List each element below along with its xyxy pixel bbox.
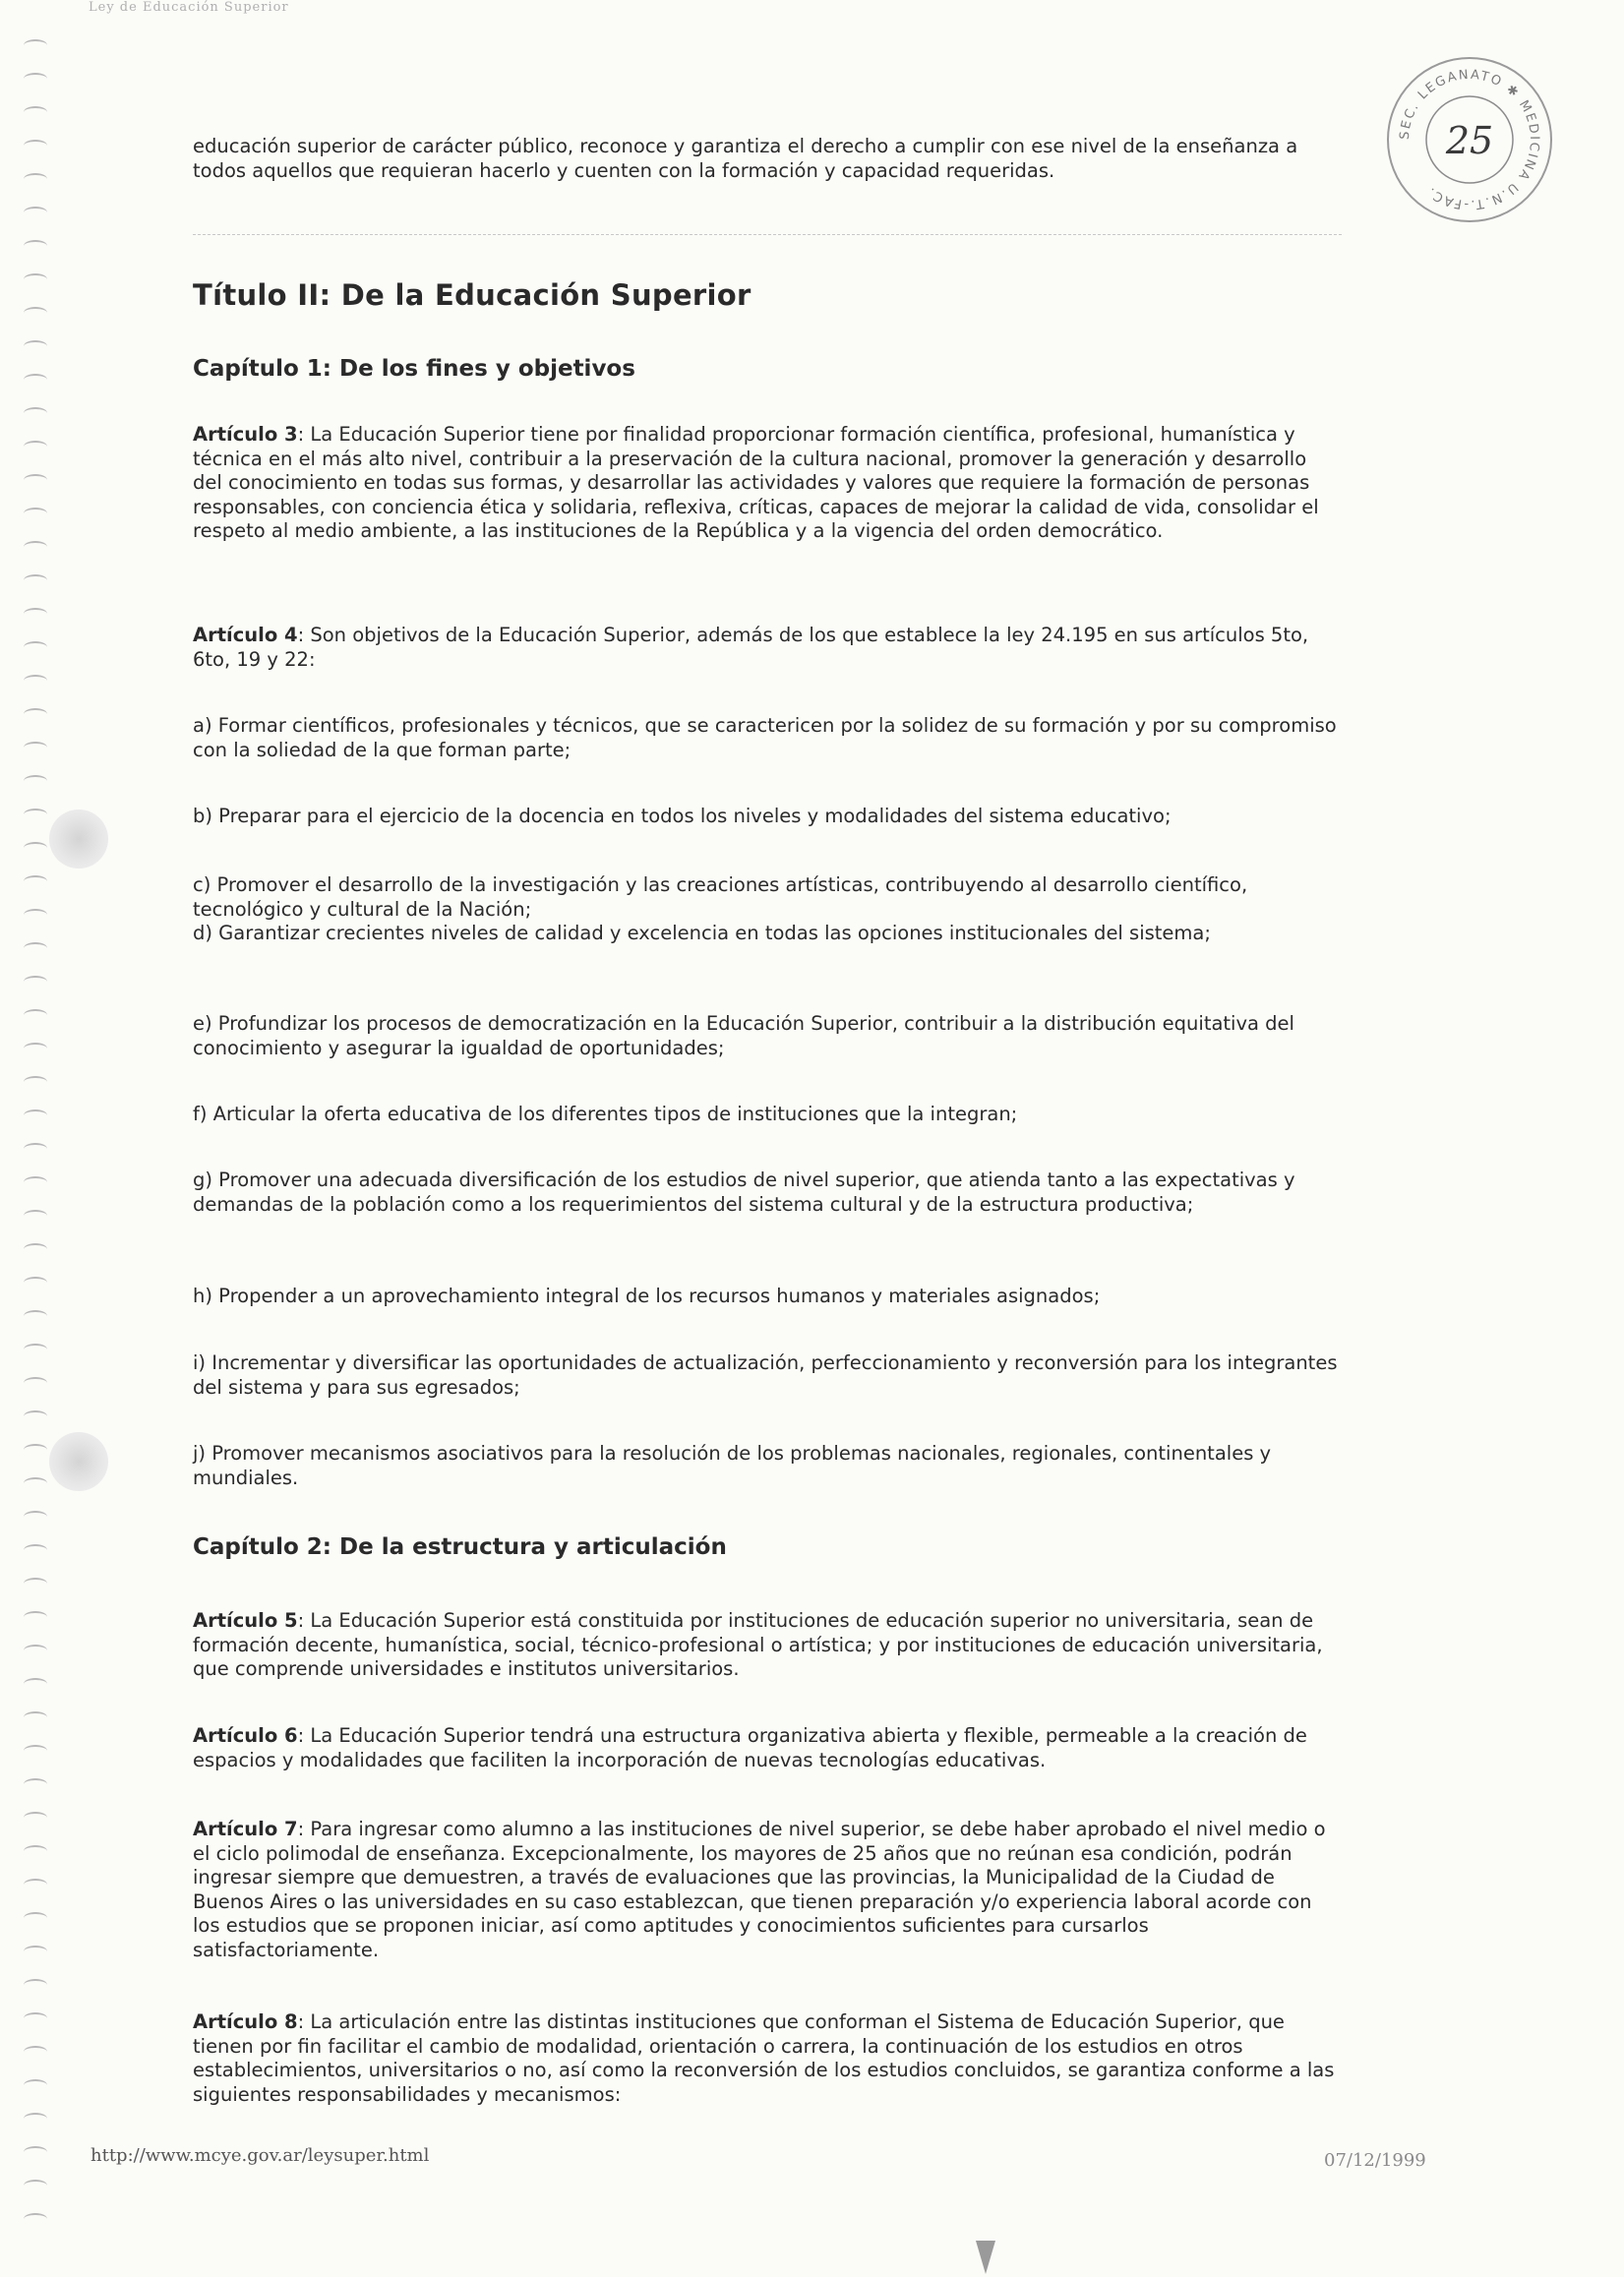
binder-mark [24, 1678, 47, 1690]
article-3-label: Artículo 3 [193, 423, 298, 446]
chapter-1-heading: Capítulo 1: De los fines y objetivos [193, 356, 635, 382]
article-8 [193, 2010, 1339, 2107]
article-3 [193, 423, 1339, 544]
item-d: d) Garantizar crecientes niveles de calidad y excelencia en todas las opciones institucionales del sistema; [193, 922, 1211, 944]
article-8-label: Artículo 8 [193, 2010, 298, 2033]
binder-mark [24, 1043, 47, 1054]
article-7-label: Artículo 7 [193, 1818, 298, 1840]
binder-mark [24, 2046, 47, 2058]
punch-hole [49, 1432, 108, 1491]
binder-mark [24, 474, 47, 486]
binder-mark [24, 1076, 47, 1088]
binder-mark [24, 1310, 47, 1322]
list-item [193, 1103, 1339, 1127]
binder-mark [24, 2146, 47, 2158]
item-h: h) Propender a un aprovechamiento integral de los recursos humanos y materiales asignados; [193, 1285, 1101, 1307]
divider [193, 234, 1342, 235]
punch-hole [49, 809, 108, 869]
article-5-label: Artículo 5 [193, 1609, 298, 1632]
university-stamp [1387, 57, 1552, 222]
binder-mark [24, 1544, 47, 1556]
binder-mark [24, 340, 47, 352]
binder-mark [24, 842, 47, 854]
binder-mark [24, 1578, 47, 1589]
binder-mark [24, 742, 47, 753]
binder-mark [24, 1611, 47, 1623]
binder-mark [24, 909, 47, 921]
binder-mark [24, 374, 47, 386]
binder-mark [24, 1109, 47, 1121]
item-f: f) Articular la oferta educativa de los diferentes tipos de instituciones que la integran; [193, 1103, 1018, 1125]
binder-mark [24, 1745, 47, 1757]
binder-mark [24, 508, 47, 519]
binder-mark [24, 140, 47, 151]
intro-paragraph [193, 135, 1339, 183]
item-j: j) Promover mecanismos asociativos para la resolución de los problemas nacionales, regionales, continentales y mundiales. [193, 1442, 1272, 1489]
list-item [193, 1442, 1339, 1490]
binder-mark [24, 307, 47, 319]
binder-mark [24, 541, 47, 553]
binder-mark [24, 1377, 47, 1389]
faint-header: Ley de Educación Superior [89, 0, 289, 15]
stamp-ring-text: SEC. LEGANATO ✱ MEDICINA U.N.T.-FAC. [1397, 67, 1542, 212]
binder-mark [24, 708, 47, 720]
binder-mark [24, 240, 47, 252]
article-3-text: : La Educación Superior tiene por finalidad proporcionar formación científica, profesional, humanística y técnica en el más alto nivel, contribuir a la preservación de la cultura nacional, promover la generación y desarrollo del conocimiento en todas sus formas, y desarrollar las actividades y valores que requiere la formación de personas responsables, con conciencia ética y solidaria, reflexiva, críticas, capaces de mejorar la calidad de vida, consolidar el respeto al medio ambiente, a las instituciones de la República y a la vigencia del orden democrático. [193, 423, 1319, 542]
binder-mark [24, 2012, 47, 2024]
article-4-text: : Son objetivos de la Educación Superior, además de los que establece la ley 24.195 en sus artículos 5to, 6to, 19 y 22: [193, 624, 1309, 671]
binder-mark [24, 1477, 47, 1489]
binder-mark [24, 2180, 47, 2191]
binder-mark [24, 1210, 47, 1222]
binder-mark [24, 2079, 47, 2091]
binder-mark [24, 809, 47, 820]
binder-mark [24, 39, 47, 51]
binder-mark [24, 2113, 47, 2125]
binder-mark [24, 1645, 47, 1656]
item-c: c) Promover el desarrollo de la investigación y las creaciones artísticas, contribuyendo al desarrollo científico, tecnológico y cultural de la Nación; [193, 873, 1248, 921]
binder-mark [24, 1511, 47, 1523]
section-title: Título II: De la Educación Superior [193, 278, 752, 312]
binder-mark [24, 1711, 47, 1723]
binder-margin-marks [18, 39, 57, 2262]
binder-mark [24, 1812, 47, 1824]
article-6-label: Artículo 6 [193, 1724, 298, 1747]
binder-mark [24, 875, 47, 887]
stamp-number: 25 [1445, 119, 1494, 162]
article-6 [193, 1724, 1339, 1772]
list-item [193, 873, 1339, 946]
article-8-text: : La articulación entre las distintas instituciones que conforman el Sistema de Educación Superior, que tienen por fin facilitar el cambio de modalidad, orientación o carrera, la continuación de los estudios en otros establecimientos, universitarios o no, así como la reconversión de los estudios concluidos, se garantiza conforme a las siguientes responsabilidades y mecanismos: [193, 2010, 1335, 2106]
item-a: a) Formar científicos, profesionales y técnicos, que se caractericen por la solidez de su formación y por su compromiso con la soliedad de la que forman parte; [193, 714, 1337, 761]
item-e: e) Profundizar los procesos de democratización en la Educación Superior, contribuir a la distribución equitativa del conocimiento y asegurar la igualdad de oportunidades; [193, 1012, 1294, 1059]
item-b: b) Preparar para el ejercicio de la docencia en todos los niveles y modalidades del sistema educativo; [193, 805, 1172, 827]
binder-mark [24, 1778, 47, 1790]
binder-mark [24, 1946, 47, 1957]
binder-mark [24, 641, 47, 653]
binder-mark [24, 608, 47, 620]
binder-mark [24, 976, 47, 988]
binder-mark [24, 106, 47, 118]
binder-mark [24, 273, 47, 285]
binder-mark [24, 1009, 47, 1021]
binder-mark [24, 207, 47, 218]
article-5-text: : La Educación Superior está constituida por instituciones de educación superior no universitaria, sean de formación decente, humanística, social, técnico-profesional o artística; y por instituciones de educación universitaria, que comprende universidades e institutos universitarios. [193, 1609, 1323, 1680]
binder-mark [24, 2213, 47, 2225]
article-7-text: : Para ingresar como alumno a las instituciones de nivel superior, se debe haber aprobado el nivel medio o el ciclo polimodal de enseñanza. Excepcionalmente, los mayores de 25 años que no reúnan esa condición, podrán ingresar siempre que demuestren, a través de evaluaciones que las provincias, la Municipalidad de la Ciudad de Buenos Aires o las universidades en su caso establezcan, que tienen preparación y/o experiencia laboral acorde con los estudios que se proponen iniciar, así como aptitudes y conocimientos suficientes para cursarlos satisfactoriamente. [193, 1818, 1326, 1961]
page-tab-mark [976, 2241, 995, 2274]
footer-url: http://www.mcye.gov.ar/leysuper.html [90, 2145, 430, 2166]
binder-mark [24, 574, 47, 586]
binder-mark [24, 775, 47, 787]
list-item [193, 1351, 1339, 1400]
binder-mark [24, 1912, 47, 1924]
intro-text: educación superior de carácter público, reconoce y garantiza el derecho a cumplir con ese nivel de la enseñanza a todos aquellos que requieran hacerlo y cuenten con la formación y capacidad requeridas. [193, 135, 1298, 182]
binder-mark [24, 1143, 47, 1155]
binder-mark [24, 407, 47, 419]
binder-mark [24, 675, 47, 687]
binder-mark [24, 73, 47, 85]
binder-mark [24, 1243, 47, 1255]
article-4-label: Artículo 4 [193, 624, 298, 646]
item-i: i) Incrementar y diversificar las oportunidades de actualización, perfeccionamiento y reconversión para los integrantes del sistema y para sus egresados; [193, 1351, 1338, 1399]
article-5 [193, 1609, 1339, 1682]
chapter-2-heading: Capítulo 2: De la estructura y articulación [193, 1534, 727, 1560]
list-item [193, 714, 1339, 762]
article-7 [193, 1818, 1339, 1962]
article-6-text: : La Educación Superior tendrá una estructura organizativa abierta y flexible, permeable a la creación de espacios y modalidades que faciliten la incorporación de nuevas tecnologías educativas. [193, 1724, 1307, 1771]
binder-mark [24, 942, 47, 954]
article-4 [193, 624, 1339, 672]
footer-date: 07/12/1999 [1324, 2150, 1426, 2171]
binder-mark [24, 1879, 47, 1890]
binder-mark [24, 1979, 47, 1991]
binder-mark [24, 1344, 47, 1355]
item-g: g) Promover una adecuada diversificación de los estudios de nivel superior, que atienda tanto a las expectativas y demandas de la población como a los requerimientos del sistema cultural y de la estructura productiva; [193, 1168, 1295, 1216]
list-item [193, 1012, 1339, 1060]
binder-mark [24, 1444, 47, 1456]
binder-mark [24, 1410, 47, 1422]
binder-mark [24, 1845, 47, 1857]
list-item [193, 1285, 1339, 1309]
list-item [193, 805, 1339, 829]
binder-mark [24, 441, 47, 452]
binder-mark [24, 173, 47, 185]
binder-mark [24, 1277, 47, 1288]
binder-mark [24, 1176, 47, 1188]
list-item [193, 1168, 1339, 1217]
